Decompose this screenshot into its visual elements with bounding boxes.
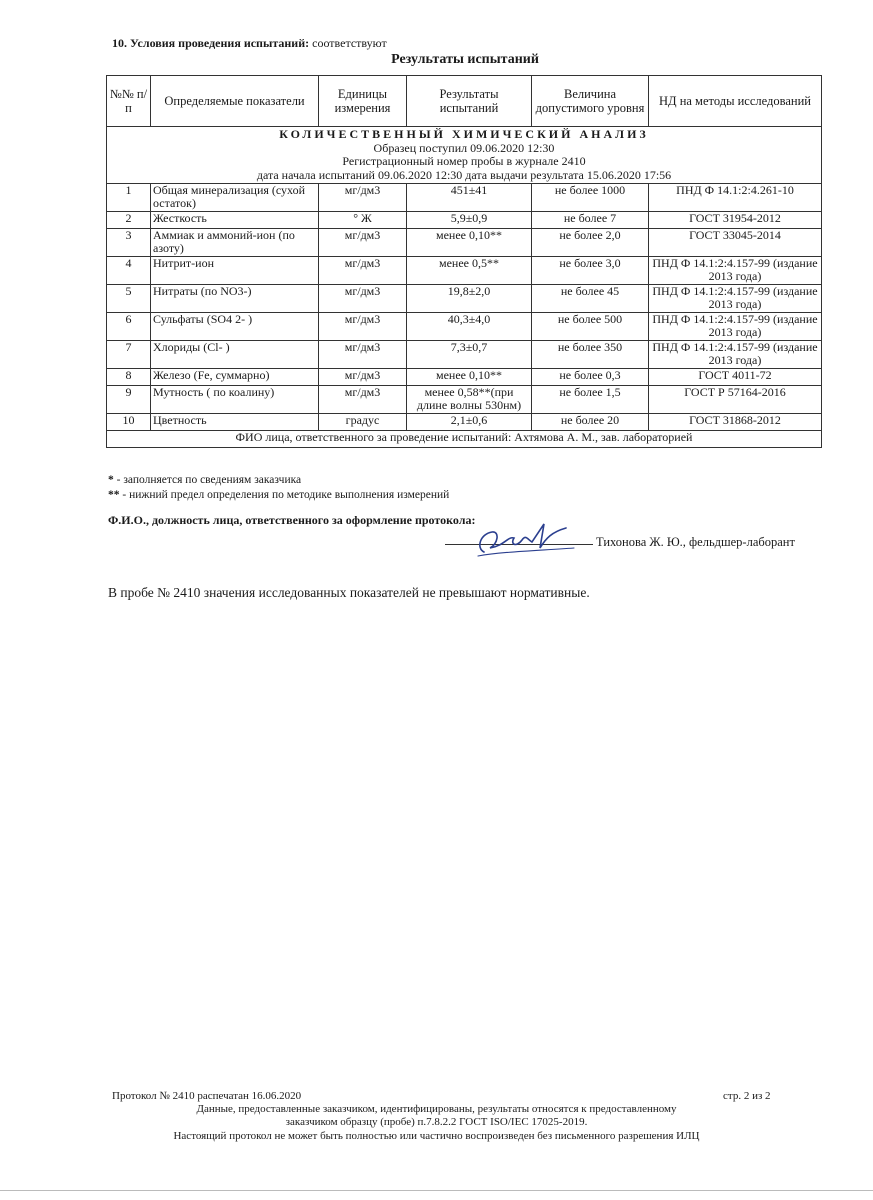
- row-unit: мг/дм3: [319, 369, 407, 386]
- analysis-title: КОЛИЧЕСТВЕННЫЙ ХИМИЧЕСКИЙ АНАЛИЗ: [279, 127, 649, 141]
- row-unit: мг/дм3: [319, 229, 407, 257]
- row-method: ГОСТ 31954-2012: [649, 212, 822, 229]
- table-row: [107, 229, 822, 257]
- page-title: Результаты испытаний: [391, 52, 539, 67]
- row-method: ПНД Ф 14.1:2:4.157-99 (издание 2013 года): [649, 313, 822, 341]
- results-table: [106, 75, 822, 448]
- row-result: 2,1±0,6: [407, 414, 532, 431]
- row-result: менее 0,5**: [407, 257, 532, 285]
- row-indicator: Аммиак и аммоний-ион (по азоту): [151, 229, 319, 257]
- row-limit: не более 1000: [532, 184, 649, 212]
- row-method: ПНД Ф 14.1:2:4.261-10: [649, 184, 822, 212]
- row-method: ГОСТ 31868-2012: [649, 414, 822, 431]
- header-result: Результаты испытаний: [407, 76, 532, 127]
- row-unit: мг/дм3: [319, 184, 407, 212]
- row-unit: мг/дм3: [319, 285, 407, 313]
- footer-line-2: заказчиком образцу (пробе) п.7.8.2.2 ГОСТ ISO/IEC 17025-2019.: [285, 1116, 588, 1128]
- row-method: ГОСТ Р 57164-2016: [649, 386, 822, 414]
- responsible-row: [107, 431, 822, 448]
- row-method: ГОСТ 33045-2014: [649, 229, 822, 257]
- row-result: 5,9±0,9: [407, 212, 532, 229]
- table-row: [107, 369, 822, 386]
- row-number: 8: [107, 369, 151, 386]
- row-method: ПНД Ф 14.1:2:4.157-99 (издание 2013 года): [649, 257, 822, 285]
- table-row: [107, 313, 822, 341]
- row-number: 2: [107, 212, 151, 229]
- row-limit: не более 0,3: [532, 369, 649, 386]
- row-limit: не более 2,0: [532, 229, 649, 257]
- header-unit: Единицы измерения: [319, 76, 407, 127]
- header-method: НД на методы исследований: [649, 76, 822, 127]
- row-limit: не более 1,5: [532, 386, 649, 414]
- registration-number: Регистрационный номер пробы в журнале 2410: [342, 154, 586, 168]
- row-unit: мг/дм3: [319, 386, 407, 414]
- row-limit: не более 20: [532, 414, 649, 431]
- row-indicator: Общая минерализация (сухой остаток): [151, 184, 319, 212]
- header-limit: Величина допустимого уровня: [532, 76, 649, 127]
- row-indicator: Нитрит-ион: [151, 257, 319, 285]
- row-limit: не более 350: [532, 341, 649, 369]
- section-value: соответствуют: [309, 36, 387, 50]
- row-indicator: Нитраты (по NO3-): [151, 285, 319, 313]
- row-unit: ° Ж: [319, 212, 407, 229]
- table-row: [107, 285, 822, 313]
- footer-protocol: Протокол № 2410 распечатан 16.06.2020: [112, 1090, 302, 1102]
- row-result: менее 0,10**: [407, 229, 532, 257]
- sample-info-cell: [107, 127, 822, 184]
- signature-image: [470, 518, 580, 560]
- row-result: 7,3±0,7: [407, 341, 532, 369]
- row-indicator: Жесткость: [151, 212, 319, 229]
- table-row: [107, 257, 822, 285]
- row-result: менее 0,10**: [407, 369, 532, 386]
- table-row: [107, 212, 822, 229]
- signature-label: Ф.И.О., должность лица, ответственного за оформление протокола:: [108, 513, 476, 527]
- table-row: [107, 414, 822, 431]
- row-method: ПНД Ф 14.1:2:4.157-99 (издание 2013 года): [649, 285, 822, 313]
- row-number: 4: [107, 257, 151, 285]
- note-detection-limit: [108, 489, 449, 501]
- note-text: - нижний предел определения по методике выполнения измерений: [119, 489, 450, 501]
- row-result: 19,8±2,0: [407, 285, 532, 313]
- row-unit: мг/дм3: [319, 313, 407, 341]
- table-row: [107, 184, 822, 212]
- row-limit: не более 45: [532, 285, 649, 313]
- conclusion: В пробе № 2410 значения исследованных показателей не превышают нормативные.: [108, 585, 590, 600]
- row-number: 3: [107, 229, 151, 257]
- row-indicator: Цветность: [151, 414, 319, 431]
- note-customer: [108, 474, 301, 486]
- header-indicator: Определяемые показатели: [151, 76, 319, 127]
- row-unit: мг/дм3: [319, 257, 407, 285]
- signature-name: Тихонова Ж. Ю., фельдшер-лаборант: [596, 535, 795, 549]
- note-mark: **: [108, 489, 120, 501]
- responsible-person: ФИО лица, ответственного за проведение испытаний: Ахтямова А. М., зав. лабораторией: [107, 431, 822, 448]
- table-row: [107, 341, 822, 369]
- row-limit: не более 7: [532, 212, 649, 229]
- note-text: - заполняется по сведениям заказчика: [113, 474, 302, 486]
- footer-line-1: Данные, предоставленные заказчиком, идентифицированы, результаты относятся к предоставленному: [196, 1103, 677, 1115]
- footer-page-number: стр. 2 из 2: [723, 1090, 771, 1102]
- row-number: 1: [107, 184, 151, 212]
- test-dates: дата начала испытаний 09.06.2020 12:30 дата выдачи результата 15.06.2020 17:56: [256, 167, 672, 182]
- row-indicator: Мутность ( по коалину): [151, 386, 319, 414]
- note-mark: *: [108, 474, 114, 486]
- row-number: 7: [107, 341, 151, 369]
- row-method: ГОСТ 4011-72: [649, 369, 822, 386]
- sample-received: Образец поступил 09.06.2020 12:30: [373, 140, 555, 155]
- row-limit: не более 3,0: [532, 257, 649, 285]
- row-result: 451±41: [407, 184, 532, 212]
- row-unit: мг/дм3: [319, 341, 407, 369]
- row-result: менее 0,58**(при длине волны 530нм): [407, 386, 532, 414]
- row-number: 10: [107, 414, 151, 431]
- header-number: №№ п/п: [107, 76, 151, 127]
- row-method: ПНД Ф 14.1:2:4.157-99 (издание 2013 года): [649, 341, 822, 369]
- section-label: 10. Условия проведения испытаний:: [112, 36, 310, 50]
- table-row: [107, 386, 822, 414]
- row-indicator: Хлориды (Cl- ): [151, 341, 319, 369]
- row-indicator: Сульфаты (SO4 2- ): [151, 313, 319, 341]
- row-limit: не более 500: [532, 313, 649, 341]
- row-number: 9: [107, 386, 151, 414]
- footer-line-3: Настоящий протокол не может быть полностью или частично воспроизведен без письменного разрешения ИЛЦ: [173, 1130, 700, 1142]
- sample-info-row: [107, 127, 822, 184]
- page-bottom-edge: [0, 1190, 873, 1191]
- section-heading: [112, 36, 387, 51]
- row-result: 40,3±4,0: [407, 313, 532, 341]
- row-number: 6: [107, 313, 151, 341]
- table-header-row: [107, 76, 822, 127]
- row-number: 5: [107, 285, 151, 313]
- row-unit: градус: [319, 414, 407, 431]
- row-indicator: Железо (Fe, суммарно): [151, 369, 319, 386]
